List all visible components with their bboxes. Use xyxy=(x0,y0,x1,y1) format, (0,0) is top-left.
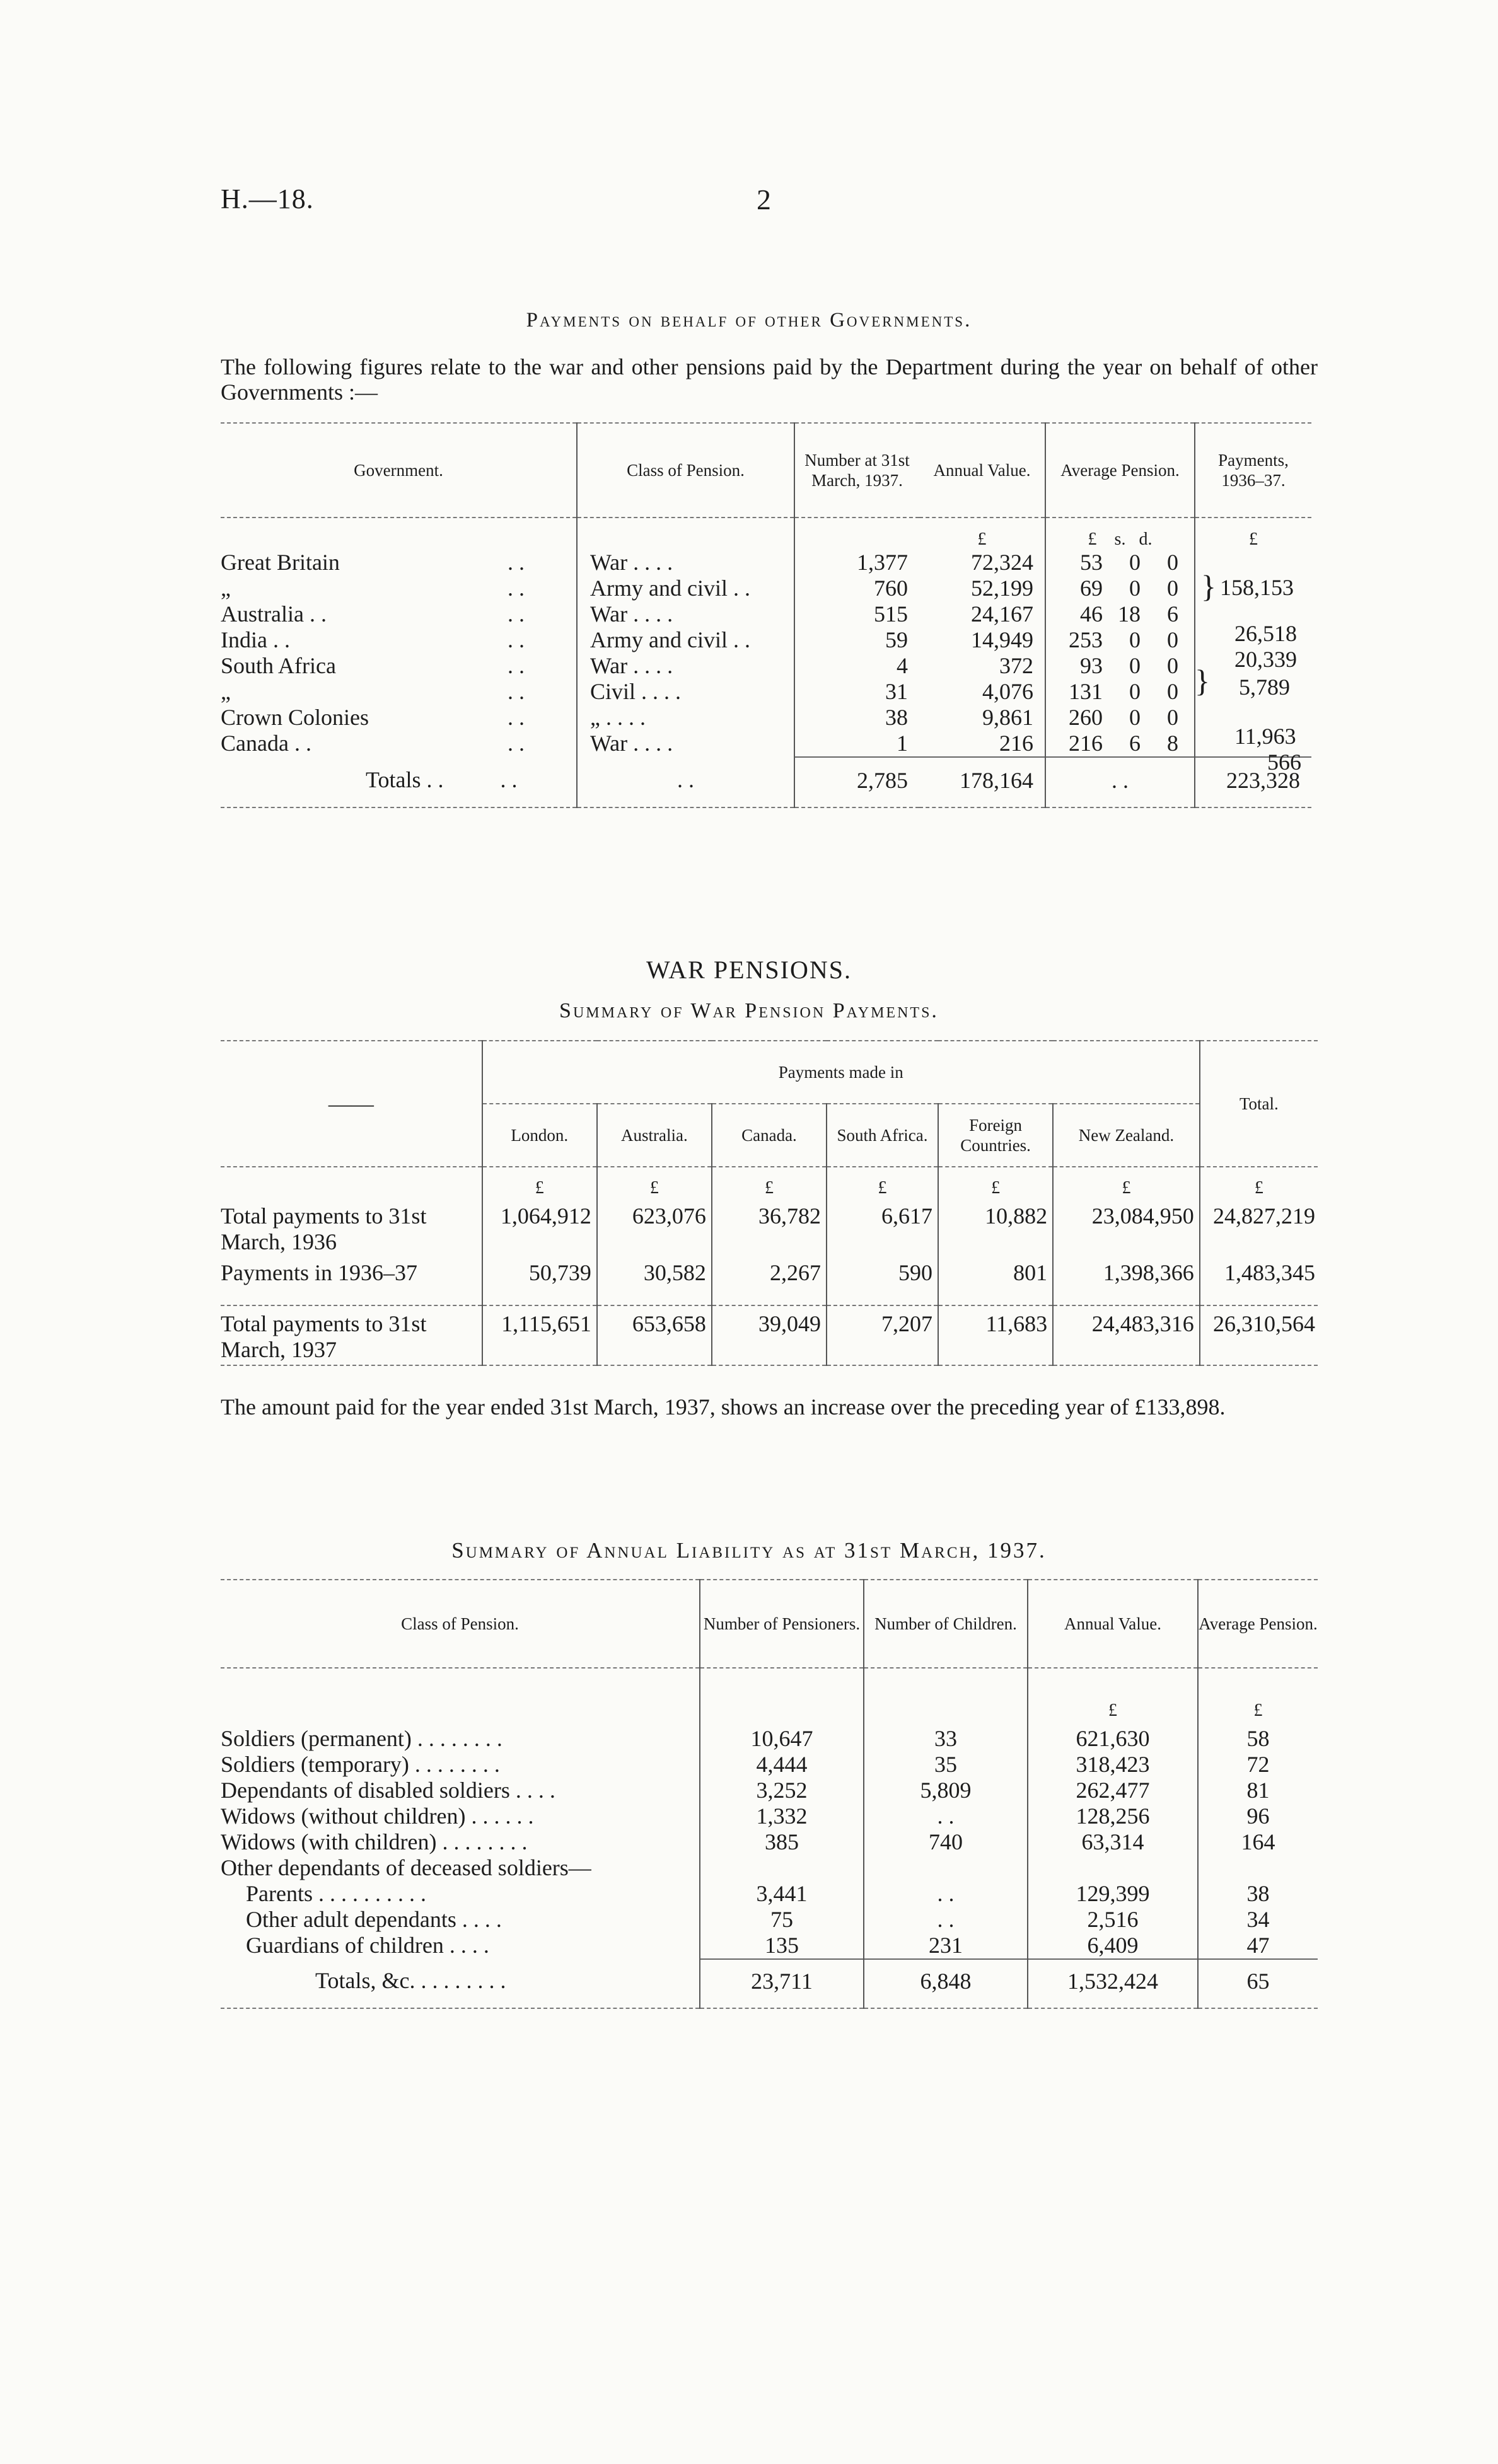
government-cell xyxy=(221,627,577,653)
table-row xyxy=(221,1752,1318,1778)
value-cell: 590 xyxy=(827,1255,938,1305)
table-row xyxy=(221,1726,1318,1752)
col-country: Australia. xyxy=(597,1104,712,1167)
unit-pound: £ xyxy=(1195,518,1311,550)
avg-pence: 0 xyxy=(1167,653,1178,678)
average-cell: 58 xyxy=(1198,1726,1318,1752)
other-governments-intro: The following figures relate to the war and other pensions paid by the Department during the year on behalf of other Governments :— xyxy=(221,354,1318,405)
other-governments-table xyxy=(221,422,1311,808)
leader-dots: . . xyxy=(508,601,525,627)
unit-pound: £ xyxy=(1200,1167,1318,1198)
number-cell: 31 xyxy=(794,679,919,705)
class-label: Guardians of children . . . . xyxy=(246,1933,489,1958)
col-annual-value: Annual Value. xyxy=(933,461,1031,480)
annual-cell: 262,477 xyxy=(1028,1778,1198,1803)
avg-shillings: 6 xyxy=(1129,731,1141,756)
table-row xyxy=(221,679,1311,705)
col-government: Government. xyxy=(354,461,443,480)
avg-shillings: 0 xyxy=(1129,653,1141,678)
table-row xyxy=(221,1803,1318,1829)
annual-cell: 318,423 xyxy=(1028,1752,1198,1778)
annual-cell: 72,324 xyxy=(971,550,1033,575)
class-cell: Army and civil . . xyxy=(577,627,794,653)
blank-dash: —— xyxy=(328,1091,374,1116)
children-cell xyxy=(864,1855,1028,1881)
government-name: Crown Colonies xyxy=(221,705,369,730)
table-row xyxy=(221,601,1311,627)
col-payments: Payments, 1936–37. xyxy=(1195,423,1311,518)
avg-pence: 0 xyxy=(1167,705,1178,730)
class-cell: War . . . . xyxy=(577,653,794,679)
brace-icon: } xyxy=(1195,663,1210,698)
value-cell: 801 xyxy=(938,1255,1053,1305)
value-cell: 7,207 xyxy=(827,1305,938,1365)
row-label: Payments in 1936–37 xyxy=(221,1260,417,1285)
pensioners-cell: 1,332 xyxy=(700,1803,864,1829)
children-cell: . . xyxy=(864,1803,1028,1829)
pensioners-cell: 4,444 xyxy=(700,1752,864,1778)
avg-shillings: 0 xyxy=(1129,576,1141,601)
table-row xyxy=(221,576,1311,601)
avg-pence: 6 xyxy=(1167,601,1178,627)
annual-cell: 63,314 xyxy=(1028,1829,1198,1855)
class-label: Widows (with children) . . . . . . . . xyxy=(221,1829,528,1854)
class-cell: War . . . . xyxy=(577,601,794,627)
avg-pence: 0 xyxy=(1167,550,1178,575)
class-label: Parents . . . . . . . . . . xyxy=(246,1881,426,1906)
class-cell: Civil . . . . xyxy=(577,679,794,705)
annual-cell: 6,409 xyxy=(1028,1933,1198,1959)
leader-dots: . . xyxy=(508,550,525,575)
children-cell: 35 xyxy=(864,1752,1028,1778)
col-country: Foreign Countries. xyxy=(938,1104,1053,1167)
class-cell: War . . . . xyxy=(577,731,794,757)
totals-label: Totals, &c. . . . . . . . . xyxy=(315,1968,506,1993)
col-total: Total. xyxy=(1200,1041,1318,1167)
unit-lsd: £ s. d. xyxy=(1045,518,1195,550)
government-cell xyxy=(221,653,577,679)
totals-number: 2,785 xyxy=(794,757,919,807)
brace-icon: } xyxy=(1201,569,1216,604)
avg-pence: 8 xyxy=(1167,731,1178,756)
avg-pounds: 93 xyxy=(1080,653,1103,678)
avg-shillings: 0 xyxy=(1129,550,1141,575)
col-average-pension: Average Pension. xyxy=(1198,1580,1318,1668)
annual-cell: 24,167 xyxy=(971,601,1033,627)
totals-annual: 1,532,424 xyxy=(1028,1959,1198,2008)
unit-pound: £ xyxy=(938,1167,1053,1198)
unit-pound: £ xyxy=(482,1167,597,1198)
government-cell xyxy=(221,550,577,576)
war-pensions-subtitle: Summary of War Pension Payments. xyxy=(559,999,939,1022)
avg-shillings: 0 xyxy=(1129,627,1141,652)
col-average-pension: Average Pension. xyxy=(1045,423,1195,518)
annual-cell: 216 xyxy=(999,731,1033,756)
table-row xyxy=(221,653,1311,679)
value-cell: 623,076 xyxy=(597,1198,712,1255)
unit-pound: £ xyxy=(1028,1668,1198,1726)
leader-dots: . . xyxy=(508,731,525,756)
table-row xyxy=(221,1829,1318,1855)
row-label: Total payments to 31st March, 1936 xyxy=(221,1203,427,1254)
totals-average: 65 xyxy=(1198,1959,1318,2008)
number-cell: 4 xyxy=(794,653,919,679)
avg-pounds: 46 xyxy=(1080,601,1103,627)
annual-cell: 621,630 xyxy=(1028,1726,1198,1752)
leader-dots: . . xyxy=(508,679,525,704)
col-class-of-pension: Class of Pension. xyxy=(401,1614,519,1633)
table-row xyxy=(221,627,1311,653)
leader-dots: . . xyxy=(508,627,525,652)
table-row xyxy=(221,1255,1318,1305)
avg-pounds: 260 xyxy=(1069,705,1103,730)
average-cell: 38 xyxy=(1198,1881,1318,1907)
avg-pounds: 131 xyxy=(1069,679,1103,704)
col-country: London. xyxy=(482,1104,597,1167)
government-cell xyxy=(221,731,577,757)
number-cell: 38 xyxy=(794,705,919,731)
avg-pence: 0 xyxy=(1167,576,1178,601)
value-cell: 11,683 xyxy=(938,1305,1053,1365)
col-pensioners: Number of Pensioners. xyxy=(700,1580,864,1668)
class-cell: Army and civil . . xyxy=(577,576,794,601)
value-cell: 24,483,316 xyxy=(1053,1305,1200,1365)
col-number: Number at 31st March, 1937. xyxy=(794,423,919,518)
government-name: Canada . . xyxy=(221,731,311,756)
pensioners-cell: 10,647 xyxy=(700,1726,864,1752)
avg-pounds: 69 xyxy=(1080,576,1103,601)
government-cell xyxy=(221,601,577,627)
value-cell: 39,049 xyxy=(712,1305,827,1365)
value-cell: 10,882 xyxy=(938,1198,1053,1255)
leader-dots: . . xyxy=(508,653,525,678)
totals-pensioners: 23,711 xyxy=(700,1959,864,2008)
avg-pence: 0 xyxy=(1167,679,1178,704)
class-label: Dependants of disabled soldiers . . . . xyxy=(221,1778,555,1803)
pensioners-cell: 135 xyxy=(700,1933,864,1959)
average-cell xyxy=(1045,731,1195,757)
pensioners-cell: 3,252 xyxy=(700,1778,864,1803)
payment-australia: 26,518 xyxy=(1234,621,1297,646)
unit-pound: £ xyxy=(712,1167,827,1198)
number-cell: 1,377 xyxy=(794,550,919,576)
row-label: Total payments to 31st March, 1937 xyxy=(221,1311,427,1362)
children-cell: 740 xyxy=(864,1829,1028,1855)
annual-cell: 2,516 xyxy=(1028,1907,1198,1933)
totals-average: . . xyxy=(1045,757,1195,807)
table-row xyxy=(221,1778,1318,1803)
value-cell: 1,115,651 xyxy=(482,1305,597,1365)
government-name: „ xyxy=(221,576,231,601)
table-row xyxy=(221,1198,1318,1255)
unit-pound: £ xyxy=(977,529,987,549)
government-name: Great Britain xyxy=(221,550,340,575)
document-reference: H.—18. xyxy=(221,183,314,214)
average-cell: 34 xyxy=(1198,1907,1318,1933)
class-label: Other adult dependants . . . . xyxy=(246,1907,502,1932)
payment-canada: 566 xyxy=(1267,749,1301,775)
payment-south-africa: 5,789 xyxy=(1239,674,1290,700)
blank-cell xyxy=(221,1167,482,1198)
value-cell: 2,267 xyxy=(712,1255,827,1305)
average-cell xyxy=(1045,576,1195,601)
pensioners-cell: 385 xyxy=(700,1829,864,1855)
government-cell xyxy=(221,679,577,705)
average-cell: 81 xyxy=(1198,1778,1318,1803)
unit-pound: £ xyxy=(827,1167,938,1198)
totals-dots: . . xyxy=(577,757,794,807)
totals-label: Totals . . . . xyxy=(366,767,518,792)
value-cell: 30,582 xyxy=(597,1255,712,1305)
avg-shillings: 0 xyxy=(1129,679,1141,704)
payment-india: 20,339 xyxy=(1234,647,1297,672)
average-cell xyxy=(1045,705,1195,731)
leader-dots: . . xyxy=(508,705,525,730)
children-cell: 5,809 xyxy=(864,1778,1028,1803)
pensioners-cell xyxy=(700,1855,864,1881)
children-cell: 33 xyxy=(864,1726,1028,1752)
number-cell: 1 xyxy=(794,731,919,757)
table-row xyxy=(221,705,1311,731)
total-cell: 24,827,219 xyxy=(1200,1198,1318,1255)
annual-cell xyxy=(1028,1855,1198,1881)
table-row xyxy=(221,550,1311,576)
war-pensions-table xyxy=(221,1040,1318,1366)
children-cell: 231 xyxy=(864,1933,1028,1959)
totals-children: 6,848 xyxy=(864,1959,1028,2008)
table-row xyxy=(221,1881,1318,1907)
table-row xyxy=(221,1933,1318,1959)
government-name: India . . xyxy=(221,627,290,652)
class-label: Widows (without children) . . . . . . xyxy=(221,1803,534,1829)
avg-pounds: 53 xyxy=(1080,550,1103,575)
war-pensions-title: WAR PENSIONS. xyxy=(646,956,852,984)
average-cell: 96 xyxy=(1198,1803,1318,1829)
value-cell: 6,617 xyxy=(827,1198,938,1255)
table-row xyxy=(221,1305,1318,1365)
pensioners-cell: 3,441 xyxy=(700,1881,864,1907)
col-annual-value: Annual Value. xyxy=(1028,1580,1198,1668)
value-cell: 1,064,912 xyxy=(482,1198,597,1255)
col-children: Number of Children. xyxy=(864,1580,1028,1668)
group-header-payments-made-in: Payments made in xyxy=(482,1041,1200,1104)
annual-cell: 4,076 xyxy=(982,679,1033,704)
value-cell: 653,658 xyxy=(597,1305,712,1365)
average-cell xyxy=(1045,653,1195,679)
unit-pound: £ xyxy=(1198,1668,1318,1726)
children-cell: . . xyxy=(864,1881,1028,1907)
totals-payments: 223,328 xyxy=(1195,757,1311,807)
average-cell: 72 xyxy=(1198,1752,1318,1778)
page-number: 2 xyxy=(757,183,771,216)
government-name: South Africa xyxy=(221,653,336,678)
avg-pounds: 216 xyxy=(1069,731,1103,756)
col-country: Canada. xyxy=(712,1104,827,1167)
avg-pounds: 253 xyxy=(1069,627,1103,652)
value-cell: 50,739 xyxy=(482,1255,597,1305)
liability-title: Summary of Annual Liability as at 31st March, 1937. xyxy=(451,1538,1047,1563)
unit-row xyxy=(221,1167,1318,1198)
government-name: „ xyxy=(221,679,231,704)
payment-great-britain: 158,153 xyxy=(1220,575,1294,600)
avg-pence: 0 xyxy=(1167,627,1178,652)
class-label: Soldiers (temporary) . . . . . . . . xyxy=(221,1752,500,1777)
payment-crown-colonies: 11,963 xyxy=(1234,724,1296,749)
liability-table xyxy=(221,1579,1318,2009)
totals-annual: 178,164 xyxy=(919,757,1045,807)
average-cell xyxy=(1045,679,1195,705)
value-cell: 36,782 xyxy=(712,1198,827,1255)
average-cell xyxy=(1045,627,1195,653)
total-cell: 26,310,564 xyxy=(1200,1305,1318,1365)
table-row xyxy=(221,1855,1318,1881)
total-cell: 1,483,345 xyxy=(1200,1255,1318,1305)
average-cell: 164 xyxy=(1198,1829,1318,1855)
average-cell xyxy=(1198,1855,1318,1881)
table-row xyxy=(221,731,1311,757)
pensioners-cell: 75 xyxy=(700,1907,864,1933)
government-cell xyxy=(221,576,577,601)
government-name: Australia . . xyxy=(221,601,327,627)
class-cell: „ . . . . xyxy=(577,705,794,731)
avg-shillings: 0 xyxy=(1129,705,1141,730)
children-cell: . . xyxy=(864,1907,1028,1933)
col-class-of-pension: Class of Pension. xyxy=(577,423,794,518)
avg-shillings: 18 xyxy=(1118,601,1141,627)
annual-cell: 129,399 xyxy=(1028,1881,1198,1907)
number-cell: 59 xyxy=(794,627,919,653)
value-cell: 23,084,950 xyxy=(1053,1198,1200,1255)
class-label: Soldiers (permanent) . . . . . . . . xyxy=(221,1726,502,1751)
col-country: New Zealand. xyxy=(1053,1104,1200,1167)
annual-cell: 9,861 xyxy=(982,705,1033,730)
class-cell: War . . . . xyxy=(577,550,794,576)
col-country: South Africa. xyxy=(827,1104,938,1167)
average-cell xyxy=(1045,550,1195,576)
average-cell: 47 xyxy=(1198,1933,1318,1959)
other-governments-heading: Payments on behalf of other Governments. xyxy=(526,309,972,332)
annual-cell: 128,256 xyxy=(1028,1803,1198,1829)
unit-pound: £ xyxy=(597,1167,712,1198)
value-cell: 1,398,366 xyxy=(1053,1255,1200,1305)
average-cell xyxy=(1045,601,1195,627)
annual-cell: 52,199 xyxy=(971,576,1033,601)
annual-cell: 14,949 xyxy=(971,627,1033,652)
table-row xyxy=(221,1907,1318,1933)
government-cell xyxy=(221,705,577,731)
leader-dots: . . xyxy=(508,576,525,601)
war-pensions-note: The amount paid for the year ended 31st March, 1937, shows an increase over the preceding year of £133,898. xyxy=(221,1394,1226,1420)
unit-pound: £ xyxy=(1053,1167,1200,1198)
annual-cell: 372 xyxy=(999,653,1033,678)
number-cell: 760 xyxy=(794,576,919,601)
class-label: Other dependants of deceased soldiers— xyxy=(221,1855,591,1880)
number-cell: 515 xyxy=(794,601,919,627)
